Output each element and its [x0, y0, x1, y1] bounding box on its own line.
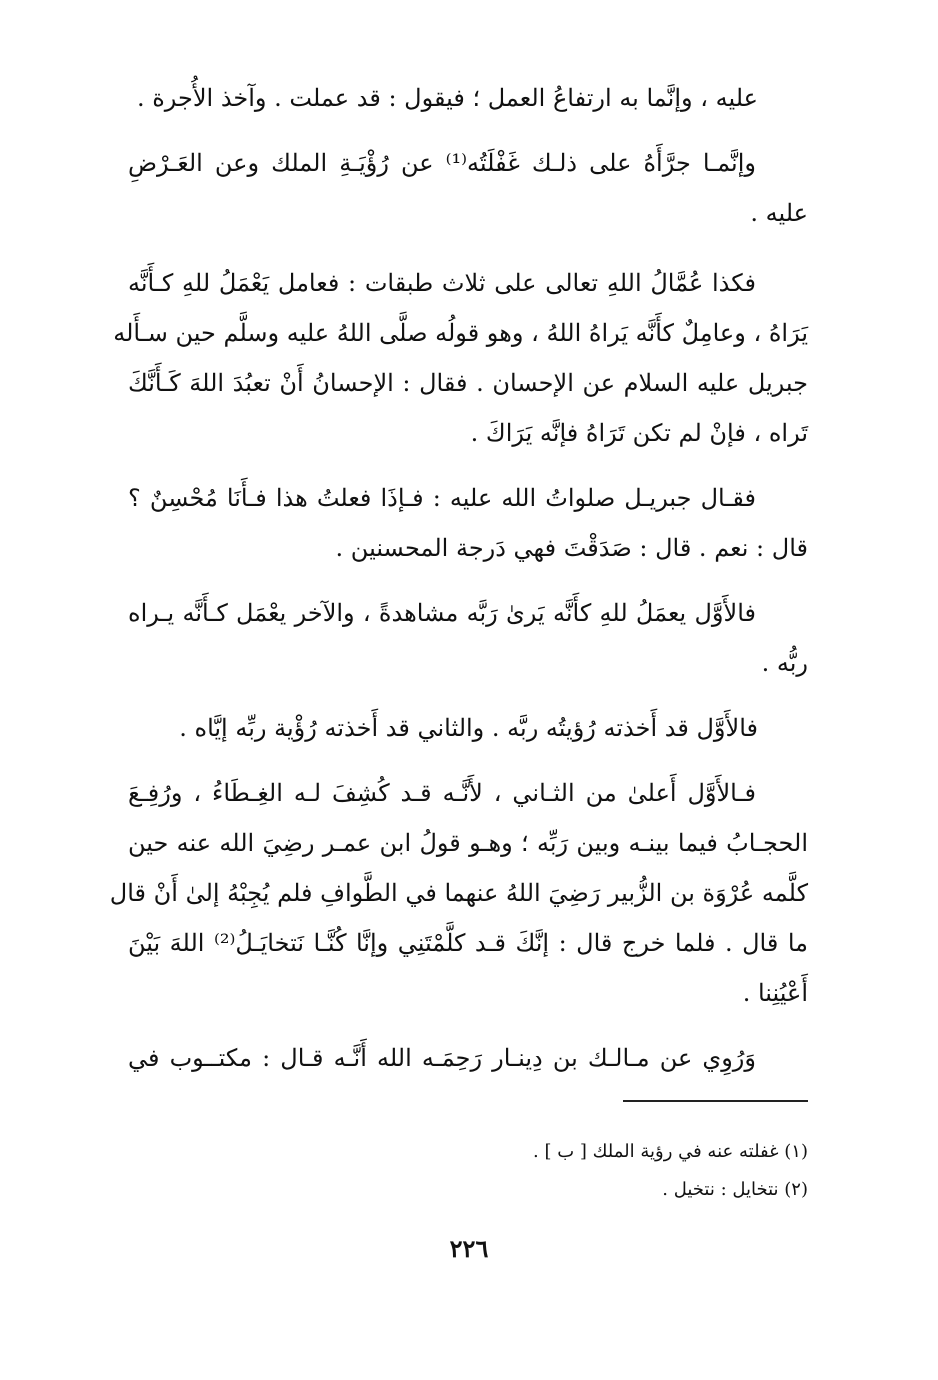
text-line: فالأَوَّل قد أَخذته رُؤيتُه ربَّه . والثاني قد أَخذته رُؤْية ربِّه إيَّاه . [179, 714, 758, 742]
footnote: (٢) نتخايل : نتخيل . [662, 1179, 808, 1200]
text-line: ما قال . فلما خرج قال : إنَّكَ قـد كلَّمْتَنِي وإنَّا كُنَّـا نَتخايَـلُ⁽²⁾ اللهَ بَيْنَ [128, 929, 809, 957]
text-line: يَرَاهُ ، وعامِلٌ كأَنَّه يَراهُ اللهُ ، وهو قولُه صلَّى اللهُ عليه وسلَّم حين سـأَله [113, 319, 808, 347]
text-line: عليه . [750, 199, 808, 227]
text-line: ربُّه . [761, 649, 808, 677]
text-line: فكذا عُمَّالُ اللهِ تعالى على ثلاث طبقات : فعامل يَعْمَلُ للهِ كـأَنَّه [128, 269, 756, 297]
text-line: عليه ، وإنَّما به ارتفاعُ العمل ؛ فيقول : قد عملت . وآخذ الأُجرة . [136, 84, 758, 112]
footnote: (١) غفلته عنه في رؤية الملك [ ب ] . [533, 1141, 808, 1162]
text-line: قال : نعم . قال : صَدَقْتَ فهي دَرجة المحسنين . [335, 534, 808, 562]
text-line: فقـال جبريـل صلواتُ الله عليه : فـإذَا فعلتُ هذا فـأَنَا مُحْسِنٌ ؟ [128, 484, 756, 512]
text-line: جبريل عليه السلام عن الإحسان . فقال : الإحسانُ أَنْ تعبُدَ اللهَ كَـأَنَّكَ [128, 369, 808, 397]
page-number: ٢٢٦ [449, 1234, 489, 1263]
text-line: وإنَّمـا جرَّأَهُ على ذلـك غَفْلَتُه⁽¹⁾ عن رُؤْيَـةِ الملك وعن العَـرْضِ [128, 149, 756, 177]
text-line: وَرُوِي عن مـالـك بن دِينـار رَحِمَـه الله أَنَّـه قـال : مكتــوب في [128, 1044, 756, 1072]
text-line: فالأَوَّل يعمَلُ للهِ كأَنَّه يَرىٰ رَبَّه مشاهدةً ، والآخر يعْمَل كـأَنَّه يـراه [128, 599, 756, 627]
text-line: تَراه ، فإنْ لم تكن تَرَاهُ فإنَّه يَرَاكَ . [470, 419, 808, 447]
text-line: كلَّمه عُرْوَة بن الزُّبير رَضِيَ اللهُ عنهما في الطَّوافِ فلم يُجِبْهُ إلىٰ أَنْ قال [109, 879, 808, 907]
text-line: الحجـابُ فيما بينـه وبين رَبِّه ؛ وهـو قولُ ابن عمـر رضِيَ الله عنه حين [128, 829, 809, 857]
text-line: أَعْيُنِنا . [742, 979, 808, 1007]
text-line: فـالأَوَّل أَعلىٰ من الثـاني ، لأَنَّـه قـد كُشِفَ لـه الغِـطَاءُ ، ورُفِـعَ [128, 779, 756, 807]
footnote-separator [623, 1100, 808, 1102]
